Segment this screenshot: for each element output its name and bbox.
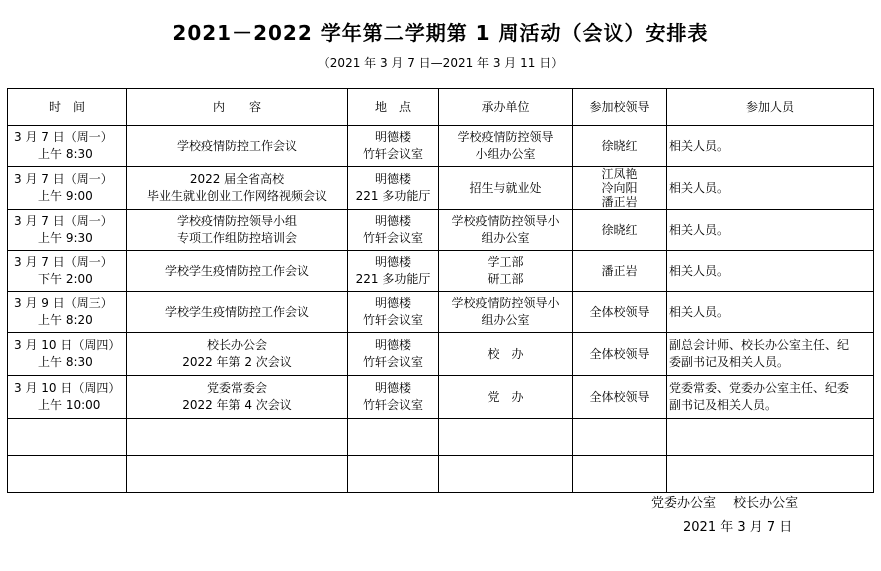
place-line: 明德楼 xyxy=(374,214,411,228)
table-row xyxy=(8,333,874,376)
empty-cell xyxy=(439,456,573,493)
cell-leaders xyxy=(573,376,667,419)
schedule-table xyxy=(7,88,874,493)
cell-content xyxy=(127,210,348,251)
cell-time xyxy=(8,126,127,167)
header-leaders: 参加校领导 xyxy=(573,89,667,126)
table-row xyxy=(8,292,874,333)
place-line: 明德楼 xyxy=(374,296,411,310)
cell-people xyxy=(667,251,874,292)
cell-place xyxy=(348,333,439,376)
cell-time xyxy=(8,210,127,251)
cell-time xyxy=(8,376,127,419)
row-time: 上午 8:30 xyxy=(38,355,93,369)
cell-people xyxy=(667,333,874,376)
row-date: 3 月 7 日（周一） xyxy=(14,130,113,144)
cell-place xyxy=(348,126,439,167)
cell-host xyxy=(439,167,573,210)
leader-line: 全体校领导 xyxy=(589,304,650,319)
host-line: 研工部 xyxy=(487,272,524,286)
cell-content xyxy=(127,333,348,376)
cell-leaders xyxy=(573,333,667,376)
row-date: 3 月 7 日（周一） xyxy=(14,214,113,228)
empty-row xyxy=(8,419,874,456)
cell-time xyxy=(8,251,127,292)
row-time: 上午 9:00 xyxy=(38,189,93,203)
content-line: 专项工作组防控培训会 xyxy=(176,231,297,245)
cell-host xyxy=(439,210,573,251)
content-line: 党委常委会 xyxy=(206,381,267,395)
host-line: 组办公室 xyxy=(481,231,530,245)
header-content: 内 容 xyxy=(127,89,348,126)
empty-cell xyxy=(348,419,439,456)
content-line: 学校学生疫情防控工作会议 xyxy=(164,304,309,319)
people-line: 副总会计师、校长办公室主任、纪 xyxy=(669,338,850,352)
host-line: 组办公室 xyxy=(481,313,530,327)
cell-people xyxy=(667,126,874,167)
empty-cell xyxy=(667,456,874,493)
document-title: 2021－2022 学年第二学期第 1 周活动（会议）安排表 xyxy=(172,21,709,45)
cell-host xyxy=(439,251,573,292)
row-date: 3 月 7 日（周一） xyxy=(14,172,113,186)
cell-place xyxy=(348,292,439,333)
place-line: 明德楼 xyxy=(374,130,411,144)
content-line: 2022 年第 2 次会议 xyxy=(182,355,292,369)
leader-line: 江凤艳 xyxy=(601,167,638,181)
people-line: 相关人员。 xyxy=(669,180,730,195)
row-time: 上午 10:00 xyxy=(38,398,101,412)
row-date: 3 月 10 日（周四） xyxy=(14,338,121,352)
place-line: 竹轩会议室 xyxy=(362,313,423,327)
cell-leaders xyxy=(573,167,667,210)
content-line: 学校学生疫情防控工作会议 xyxy=(164,263,309,278)
cell-host xyxy=(439,292,573,333)
cell-leaders xyxy=(573,126,667,167)
cell-leaders xyxy=(573,210,667,251)
cell-time xyxy=(8,292,127,333)
cell-people xyxy=(667,292,874,333)
table-row xyxy=(8,376,874,419)
empty-cell xyxy=(573,456,667,493)
cell-place xyxy=(348,251,439,292)
row-time: 上午 8:20 xyxy=(38,313,93,327)
cell-content xyxy=(127,167,348,210)
place-line: 明德楼 xyxy=(374,338,411,352)
leader-line: 全体校领导 xyxy=(589,389,650,404)
empty-cell xyxy=(8,419,127,456)
table-row xyxy=(8,210,874,251)
leader-line: 全体校领导 xyxy=(589,346,650,361)
host-line: 学校疫情防控领导小 xyxy=(451,296,560,310)
table-row xyxy=(8,126,874,167)
people-line: 委副书记及相关人员。 xyxy=(669,355,790,369)
place-line: 竹轩会议室 xyxy=(362,355,423,369)
issue-date: 2021 年 3 月 7 日 xyxy=(683,520,793,535)
host-line: 学工部 xyxy=(487,255,524,269)
row-time: 下午 2:00 xyxy=(38,272,93,286)
leader-line: 潘正岩 xyxy=(601,263,638,278)
content-line: 2022 年第 4 次会议 xyxy=(182,398,292,412)
table-row xyxy=(8,167,874,210)
issuing-offices: 党委办公室 校长办公室 xyxy=(651,496,799,511)
cell-people xyxy=(667,376,874,419)
cell-content xyxy=(127,126,348,167)
table-header-row xyxy=(8,89,874,126)
host-line: 党 办 xyxy=(487,389,524,404)
content-line: 2022 届全省高校 xyxy=(189,172,285,186)
cell-host xyxy=(439,333,573,376)
cell-time xyxy=(8,167,127,210)
empty-cell xyxy=(348,456,439,493)
empty-cell xyxy=(439,419,573,456)
cell-content xyxy=(127,251,348,292)
cell-content xyxy=(127,292,348,333)
leader-line: 徐晓红 xyxy=(601,222,638,237)
empty-cell xyxy=(127,456,348,493)
people-line: 相关人员。 xyxy=(669,138,730,153)
header-time: 时 间 xyxy=(8,89,127,126)
people-line: 党委常委、党委办公室主任、纪委 xyxy=(669,381,850,395)
content-line: 毕业生就业创业工作网络视频会议 xyxy=(146,189,327,203)
cell-leaders xyxy=(573,292,667,333)
empty-cell xyxy=(8,456,127,493)
row-date: 3 月 9 日（周三） xyxy=(14,296,113,310)
empty-cell xyxy=(127,419,348,456)
host-line: 学校疫情防控领导 xyxy=(457,130,554,144)
empty-row xyxy=(8,456,874,493)
header-place: 地 点 xyxy=(348,89,439,126)
people-line: 副书记及相关人员。 xyxy=(669,398,778,412)
cell-place xyxy=(348,210,439,251)
row-date: 3 月 7 日（周一） xyxy=(14,255,113,269)
cell-host xyxy=(439,376,573,419)
leader-line: 冷向阳 xyxy=(601,181,638,195)
host-line: 校 办 xyxy=(487,346,524,361)
people-line: 相关人员。 xyxy=(669,222,730,237)
place-line: 明德楼 xyxy=(374,172,411,186)
content-line: 学校疫情防控工作会议 xyxy=(176,138,297,153)
host-line: 招生与就业处 xyxy=(469,180,542,195)
row-date: 3 月 10 日（周四） xyxy=(14,381,121,395)
table-row xyxy=(8,251,874,292)
cell-leaders xyxy=(573,251,667,292)
cell-place xyxy=(348,376,439,419)
empty-cell xyxy=(573,419,667,456)
host-line: 小组办公室 xyxy=(475,147,536,161)
place-line: 明德楼 xyxy=(374,255,411,269)
cell-place xyxy=(348,167,439,210)
place-line: 竹轩会议室 xyxy=(362,147,423,161)
leader-line: 潘正岩 xyxy=(601,195,638,209)
document-date-range: （2021 年 3 月 7 日—2021 年 3 月 11 日） xyxy=(317,56,564,70)
empty-cell xyxy=(667,419,874,456)
header-host: 承办单位 xyxy=(439,89,573,126)
host-line: 学校疫情防控领导小 xyxy=(451,214,560,228)
row-time: 上午 8:30 xyxy=(38,147,93,161)
content-line: 学校疫情防控领导小组 xyxy=(176,214,297,228)
place-line: 221 多功能厅 xyxy=(355,189,431,203)
row-time: 上午 9:30 xyxy=(38,231,93,245)
leader-line: 徐晓红 xyxy=(601,138,638,153)
place-line: 竹轩会议室 xyxy=(362,398,423,412)
place-line: 221 多功能厅 xyxy=(355,272,431,286)
place-line: 明德楼 xyxy=(374,381,411,395)
cell-host xyxy=(439,126,573,167)
cell-people xyxy=(667,210,874,251)
content-line: 校长办公会 xyxy=(206,338,267,352)
header-people: 参加人员 xyxy=(667,89,874,126)
people-line: 相关人员。 xyxy=(669,263,730,278)
people-line: 相关人员。 xyxy=(669,304,730,319)
place-line: 竹轩会议室 xyxy=(362,231,423,245)
cell-content xyxy=(127,376,348,419)
cell-people xyxy=(667,167,874,210)
cell-time xyxy=(8,333,127,376)
